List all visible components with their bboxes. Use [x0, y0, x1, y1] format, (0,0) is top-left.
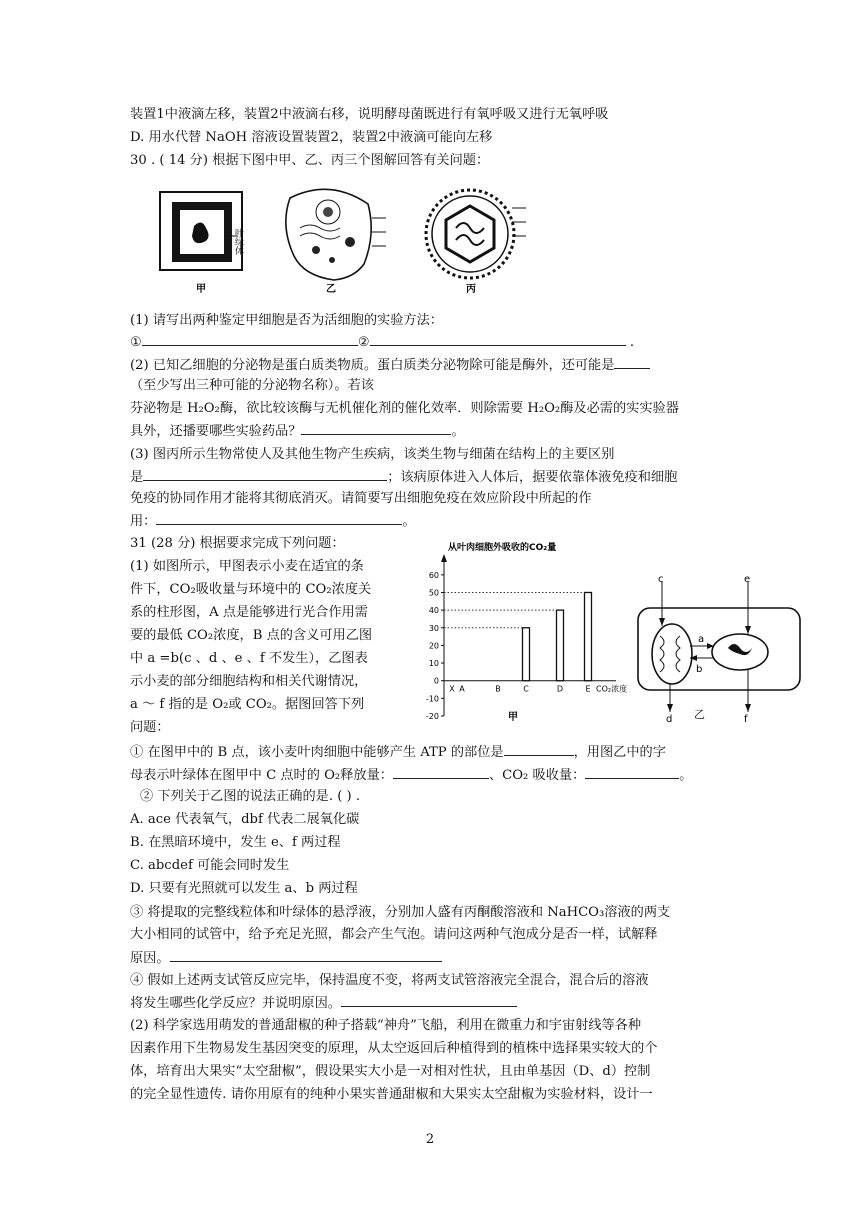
- text-line: a ～ f 指的是 O₂或 CO₂。据图回答下列: [130, 697, 365, 712]
- cell-jia: [160, 192, 244, 270]
- chart-title: 从叶肉细胞外吸收的CO₂量: [448, 543, 557, 553]
- letter-d: d: [666, 714, 673, 722]
- q30-part3: (3) 图丙所示生物常使人及其他生物产生疾病，该类生物与细菌在结构上的主要区别: [130, 447, 615, 462]
- text-line: 大小相同的试管中，给予充足光照，都会产生气泡。请问这两种气泡成分是否一样，试解释: [130, 927, 658, 942]
- q31-sub1: ① 在图甲中的 B 点，该小麦叶肉细胞中能够产生 ATP 的部位是 ，用图乙中的字: [130, 741, 666, 763]
- text-line: 免疫的协同作用才能将其彻底消灭。请简要写出细胞免疫在效应阶段中所起的作: [130, 491, 592, 506]
- y-tick-label: 50: [428, 588, 439, 598]
- text-line: （至少写出三种可能的分泌物名称）。若该: [130, 378, 374, 393]
- text-line: 的完全显性遗传. 请你用原有的纯种小果实普通甜椒和大果实太空甜椒为实验材料，设计一: [130, 1087, 653, 1102]
- chloroplast-label: 叶绿体: [233, 228, 243, 255]
- q31-sub4: ④ 假如上述两支试管反应完毕，保持温度不变，将两支试管溶液完全混合，混合后的溶液: [130, 973, 649, 988]
- bar-C: [523, 628, 530, 681]
- cell-yi: [286, 189, 386, 280]
- y-tick-label: 30: [428, 623, 439, 633]
- cell-bing: [426, 190, 526, 278]
- x-axis-label: CO₂浓度: [596, 684, 628, 694]
- page-number: 2: [425, 1132, 435, 1147]
- figure-yi-label: 乙: [694, 708, 705, 721]
- category-label-B: B: [495, 684, 501, 694]
- category-label-E: E: [585, 684, 591, 694]
- text-line: 装置1中液滴左移，装置2中液滴右移，说明酵母菌既进行有氧呼吸又进行无氧呼吸: [130, 107, 609, 122]
- letter-c: c: [658, 574, 664, 585]
- letter-f: f: [744, 714, 748, 722]
- text-line: 问题：: [130, 720, 170, 735]
- text-line: 具外，还播要哪些实验药品？ 。: [130, 420, 465, 442]
- text-line: 用： 。: [130, 510, 416, 532]
- text-line: 是 ；该病原体进入人体后，据要依靠体液免疫和细胞: [130, 466, 677, 488]
- y-tick-label: 0: [433, 676, 439, 686]
- text-line: (1) 如图所示，甲图表示小麦在适宜的条: [130, 559, 364, 574]
- option-d: D. 用水代替 NaOH 溶液设置装置2，装置2中液滴可能向左移: [130, 130, 493, 145]
- letter-b: b: [696, 664, 703, 675]
- q30-part1-answers: ① ② .: [130, 331, 634, 353]
- y-tick-label: 40: [428, 606, 439, 616]
- text-line: 母表示叶绿体在图甲中 C 点时的 O₂释放量： 、CO₂ 吸收量： 。: [130, 764, 692, 786]
- y-tick-label: 10: [428, 659, 439, 669]
- cell-diagram-yi: [630, 572, 810, 722]
- text-line: 件下，CO₂吸收量与环境中的 CO₂浓度关: [130, 582, 372, 597]
- letter-e: e: [744, 574, 751, 585]
- text-line: 要的最低 CO₂浓度，B 点的含义可用乙图: [130, 628, 373, 643]
- text-line: 中 a =b(c 、d 、e 、f 不发生），乙图表: [130, 651, 368, 666]
- text-line: 芬泌物是 H₂O₂酶，欲比较该酶与无机催化剂的催化效率．则除需要 H₂O₂酶及必需的实实验器: [130, 401, 679, 416]
- text-line: 将发生哪些化学反应？并说明原因。: [130, 992, 517, 1014]
- category-label-D: D: [556, 684, 564, 694]
- y-axis-arrow: [441, 554, 447, 562]
- choice-c: C. abcdef 可能会同时发生: [130, 858, 290, 873]
- category-label-A: A: [459, 684, 465, 694]
- label-bing: 丙: [466, 284, 476, 295]
- text-line: 原因。: [130, 947, 442, 969]
- category-label-C: C: [523, 684, 529, 694]
- category-label-X: X: [449, 684, 455, 694]
- q31-sub3: ③ 将提取的完整线粒体和叶绿体的悬浮液，分别加人盛有丙酮酸溶液和 NaHCO₃溶液的两支: [130, 905, 671, 920]
- bar-E: [585, 592, 592, 680]
- chart-panel-label: 甲: [508, 712, 518, 723]
- y-tick-label: -10: [425, 694, 439, 704]
- q31-sub2: ② 下列关于乙图的说法正确的是. ( ) .: [140, 789, 361, 804]
- label-jia: 甲: [196, 284, 206, 295]
- q31-part2: (2) 科学家选用萌发的普通甜椒的种子搭载“神舟”飞船，利用在微重力和宇宙射线等各种: [130, 1018, 642, 1033]
- text-line: 示小麦的部分细胞结构和相关代谢情况，: [130, 674, 368, 689]
- y-tick-label: 60: [428, 570, 439, 580]
- choice-b: B. 在黑暗环境中，发生 e、f 两过程: [130, 835, 341, 850]
- question-30-heading: 30 . ( 14 分) 根据下图中甲、乙、丙三个图解回答有关问题：: [130, 153, 490, 168]
- choice-a: A. ace 代表氧气，dbf 代表二展氧化碳: [130, 812, 360, 827]
- y-tick-label: -20: [425, 712, 439, 721]
- text-line: 体，培育出大果实“太空甜椒”，假设果实大小是一对相对性状，且由单基因（D、d）控制: [130, 1064, 651, 1079]
- choice-d: D. 只要有光照就可以发生 a、b 两过程: [130, 881, 358, 896]
- co2-bar-chart: [420, 538, 630, 724]
- q30-part1: (1) 请写出两种鉴定甲细胞是否为活细胞的实验方法：: [130, 313, 443, 328]
- label-yi: 乙: [326, 284, 336, 295]
- question-31-heading: 31 (28 分) 根据要求完成下列问题：: [130, 536, 345, 551]
- bar-D: [557, 610, 564, 681]
- y-tick-label: 20: [428, 641, 439, 651]
- cell-figures: [150, 178, 530, 298]
- letter-a: a: [698, 634, 705, 645]
- text-line: 系的柱形图，A 点是能够进行光合作用需: [130, 605, 368, 620]
- text-line: 因素作用下生物易发生基因突变的原理，从太空返回后种植得到的植株中选择果实较大的个: [130, 1041, 658, 1056]
- q30-part2: (2) 已知乙细胞的分泌物是蛋白质类物质。蛋白质类分泌物除可能是酶外，还可能是: [130, 354, 650, 376]
